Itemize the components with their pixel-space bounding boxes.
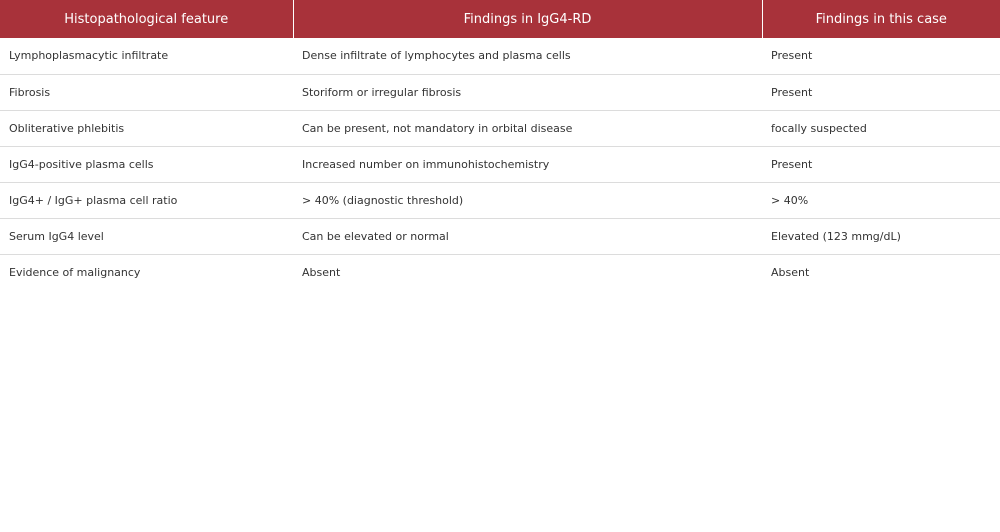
igg4-rd-finding-cell: Can be elevated or normal xyxy=(293,218,762,254)
table-body xyxy=(0,38,1000,290)
case-finding-cell: Present xyxy=(762,38,1000,74)
feature-cell: Fibrosis xyxy=(0,74,293,110)
table-row xyxy=(0,218,1000,254)
feature-cell: Evidence of malignancy xyxy=(9,265,141,279)
header-histopathological-feature: Histopathological feature xyxy=(0,0,293,38)
table-row xyxy=(0,146,1000,182)
header-row xyxy=(0,0,1000,38)
table-header xyxy=(0,0,1000,38)
case-finding-cell: focally suspected xyxy=(762,110,1000,146)
feature-cell: Serum IgG4 level xyxy=(0,218,293,254)
case-finding-cell: Present xyxy=(762,146,1000,182)
feature-cell: Lymphoplasmacytic infiltrate xyxy=(0,38,293,74)
igg4-rd-finding-cell: Increased number on immunohistochemistry xyxy=(293,146,762,182)
table-row xyxy=(0,74,1000,110)
case-finding-cell: > 40% xyxy=(762,182,1000,218)
case-finding-cell: Present xyxy=(762,74,1000,110)
case-finding-cell: Elevated (123 mmg/dL) xyxy=(762,218,1000,254)
table-row xyxy=(0,38,1000,74)
feature-cell: IgG4-positive plasma cells xyxy=(0,146,293,182)
header-findings-igg4-rd: Findings in IgG4-RD xyxy=(293,0,762,38)
table-row xyxy=(0,182,1000,218)
igg4-rd-finding-cell: > 40% (diagnostic threshold) xyxy=(293,182,762,218)
table-row xyxy=(0,110,1000,146)
igg4-rd-finding-cell: Dense infiltrate of lymphocytes and plasma cells xyxy=(293,38,762,74)
header-findings-this-case: Findings in this case xyxy=(762,0,1000,38)
feature-cell: IgG4+ / IgG+ plasma cell ratio xyxy=(0,182,293,218)
feature-cell: Obliterative phlebitis xyxy=(0,110,293,146)
igg4-rd-finding-cell: Storiform or irregular fibrosis xyxy=(293,74,762,110)
igg4-rd-finding-cell: Can be present, not mandatory in orbital disease xyxy=(293,110,762,146)
case-finding-cell: Absent xyxy=(771,265,810,279)
table-row xyxy=(0,254,1000,290)
igg4-rd-finding-cell: Absent xyxy=(302,265,341,279)
